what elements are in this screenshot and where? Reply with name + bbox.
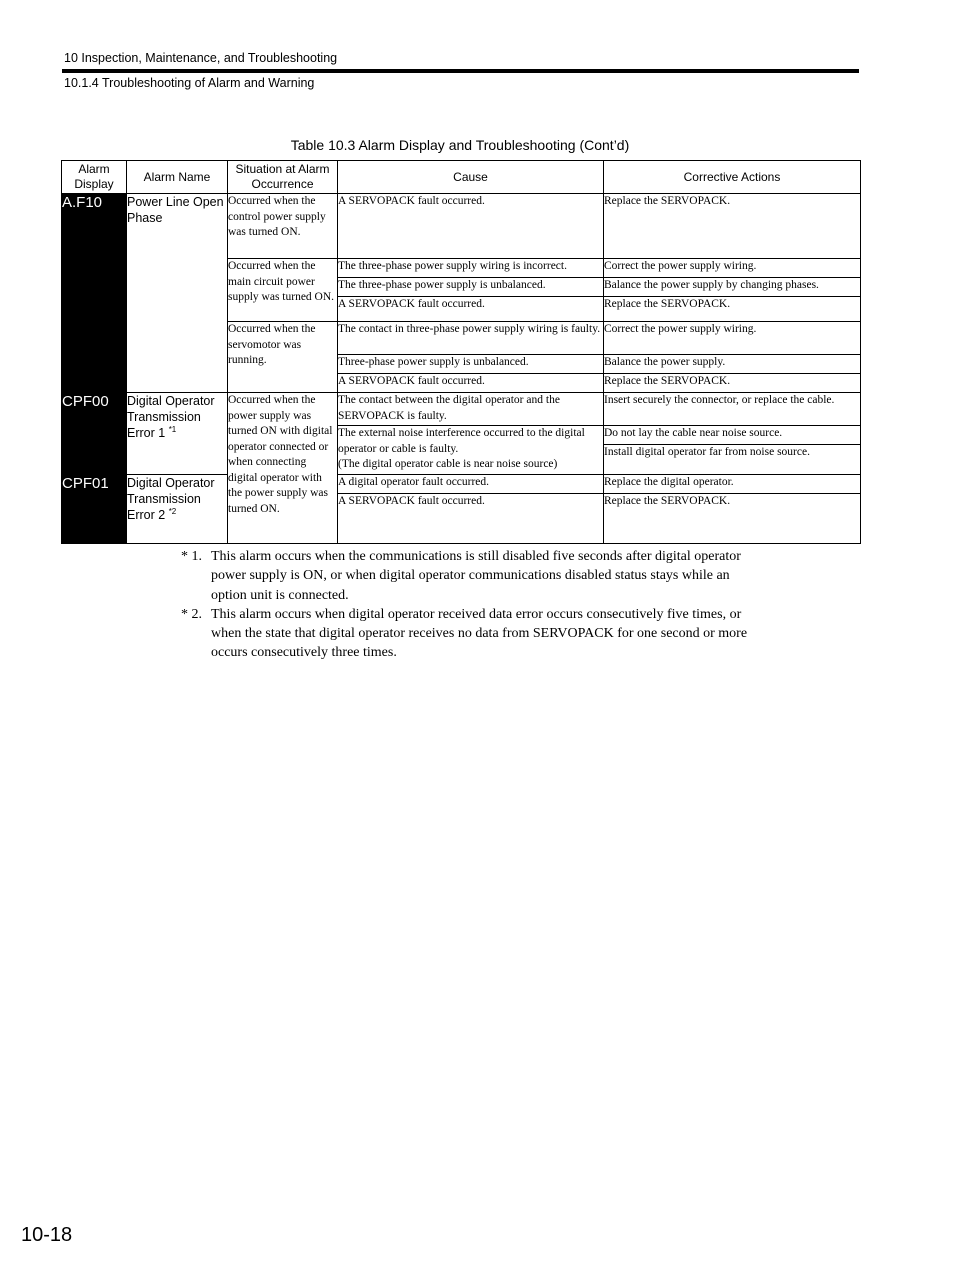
- cause-cell: [338, 426, 604, 475]
- table-title: Table 10.3 Alarm Display and Troubleshooting (Cont’d): [290, 137, 630, 153]
- alarm-name: Power Line Open Phase: [127, 194, 228, 393]
- cause-cell: A SERVOPACK fault occurred.: [338, 297, 604, 322]
- cause-cell: A SERVOPACK fault occurred.: [338, 374, 604, 393]
- cause-cell: The contact in three-phase power supply wiring is faulty.: [338, 322, 604, 355]
- alarm-table: [61, 160, 861, 544]
- footnote-2: [181, 605, 761, 663]
- alarm-name-text: Digital Operator Transmission Error 1: [127, 394, 215, 440]
- action-cell: Replace the SERVOPACK.: [604, 194, 861, 259]
- page-number: 10-18: [21, 1224, 73, 1246]
- alarm-code: CPF00: [62, 393, 127, 475]
- col-header-situation: Situation at Alarm Occurrence: [228, 161, 338, 194]
- table-row: [62, 194, 861, 259]
- table-header-row: [62, 161, 861, 194]
- footnote-1: [181, 547, 761, 605]
- action-cell: Replace the SERVOPACK.: [604, 297, 861, 322]
- cause-note: (The digital operator cable is near noise source): [338, 458, 558, 470]
- alarm-name-text: Digital Operator Transmission Error 2: [127, 476, 215, 522]
- table-row: [62, 393, 861, 426]
- action-cell: Replace the digital operator.: [604, 475, 861, 494]
- cause-text: The external noise interference occurred to the digital operator or cable is faulty.: [338, 427, 585, 455]
- action-cell: Install digital operator far from noise source.: [604, 445, 861, 475]
- col-header-display: Alarm Display: [62, 161, 127, 194]
- action-cell: Insert securely the connector, or replace the cable.: [604, 393, 861, 426]
- action-cell: Correct the power supply wiring.: [604, 322, 861, 355]
- situation-cell: Occurred when the control power supply was turned ON.: [228, 194, 338, 259]
- footnote-ref: *1: [168, 425, 177, 434]
- col-header-actions: Corrective Actions: [604, 161, 861, 194]
- action-cell: Balance the power supply by changing phases.: [604, 278, 861, 297]
- footnotes: [181, 547, 761, 663]
- action-cell: Replace the SERVOPACK.: [604, 374, 861, 393]
- situation-cell: Occurred when the main circuit power supply was turned ON.: [228, 259, 338, 322]
- action-cell: Correct the power supply wiring.: [604, 259, 861, 278]
- situation-cell: Occurred when the power supply was turned ON with digital operator connected or when connecting digital operator with the power supply was turned ON.: [228, 393, 338, 544]
- alarm-code: CPF01: [62, 475, 127, 544]
- action-cell: Balance the power supply.: [604, 355, 861, 374]
- alarm-name: [127, 393, 228, 475]
- col-header-name: Alarm Name: [127, 161, 228, 194]
- alarm-name: [127, 475, 228, 544]
- chapter-header: 10 Inspection, Maintenance, and Troubleshooting: [64, 51, 338, 65]
- footnote-mark: * 2.: [181, 606, 202, 622]
- cause-cell: A digital operator fault occurred.: [338, 475, 604, 494]
- action-cell: Do not lay the cable near noise source.: [604, 426, 861, 445]
- footnote-text: This alarm occurs when digital operator received data error occurs consecutively five times, or when the state that digital operator receives no data from SERVOPACK for one second or more occurs consecutively three times.: [211, 606, 748, 661]
- section-header: 10.1.4 Troubleshooting of Alarm and Warning: [64, 76, 315, 90]
- alarm-code: A.F10: [62, 194, 127, 393]
- footnote-mark: * 1.: [181, 549, 202, 564]
- cause-cell: A SERVOPACK fault occurred.: [338, 194, 604, 259]
- table-row: [62, 475, 861, 494]
- cause-cell: Three-phase power supply is unbalanced.: [338, 355, 604, 374]
- footnote-text: This alarm occurs when the communications is still disabled five seconds after digital operator power supply is ON, or when digital operator communications disabled status stays while an option unit is connected.: [211, 549, 741, 603]
- cause-cell: The three-phase power supply is unbalanced.: [338, 278, 604, 297]
- cause-cell: A SERVOPACK fault occurred.: [338, 494, 604, 544]
- footnote-ref: *2: [168, 507, 177, 516]
- cause-cell: The contact between the digital operator and the SERVOPACK is faulty.: [338, 393, 604, 426]
- situation-cell: Occurred when the servomotor was running.: [228, 322, 338, 393]
- col-header-cause: Cause: [338, 161, 604, 194]
- cause-cell: The three-phase power supply wiring is incorrect.: [338, 259, 604, 278]
- header-rule: [62, 69, 859, 73]
- action-cell: Replace the SERVOPACK.: [604, 494, 861, 544]
